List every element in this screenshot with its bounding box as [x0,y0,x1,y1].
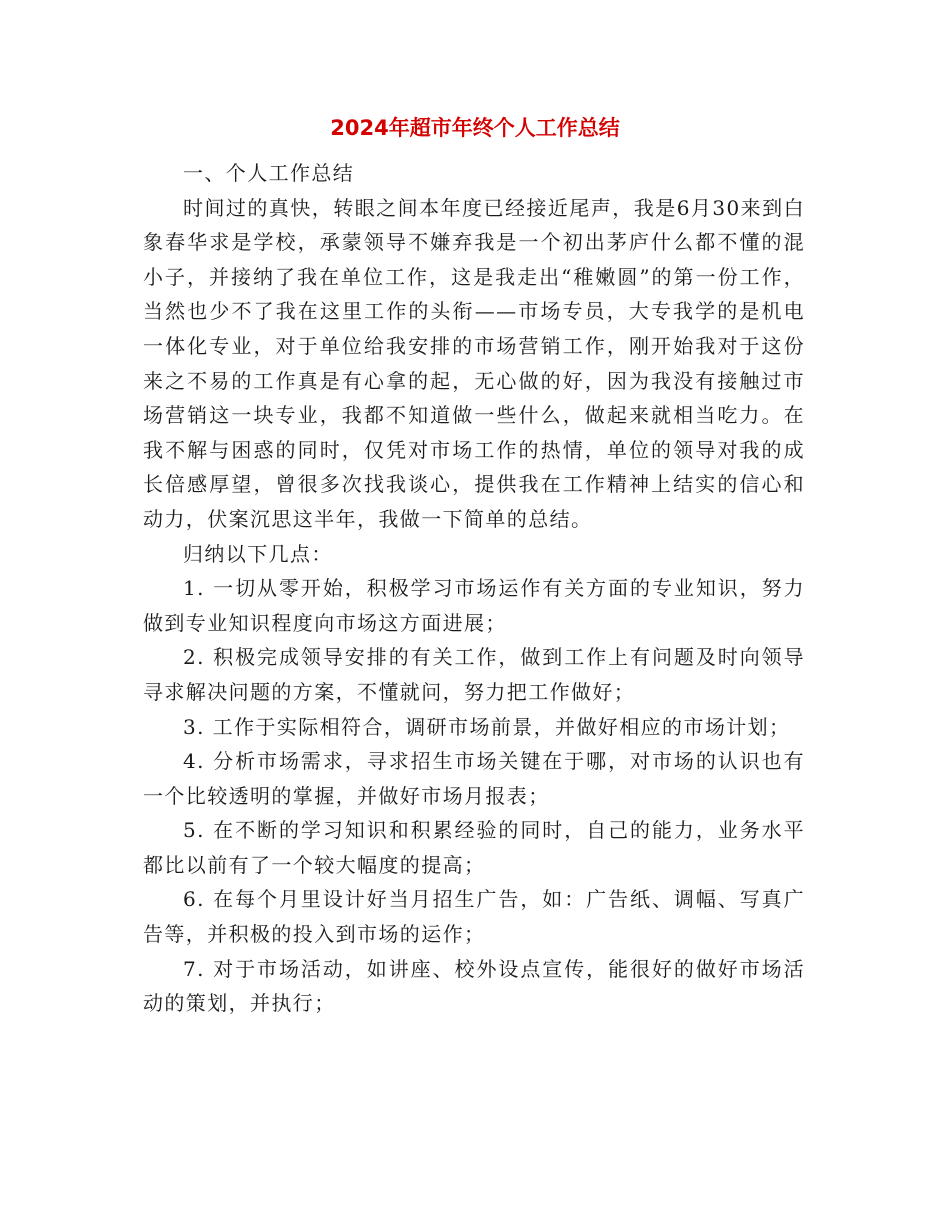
list-item: 2. 积极完成领导安排的有关工作，做到工作上有问题及时向领导寻求解决问题的方案，不懂就问，努力把工作做好； [143,645,805,704]
list-item: 6. 在每个月里设计好当月招生广告，如：广告纸、调幅、写真广告等，并积极的投入到市场的运作； [143,887,805,947]
list-intro: 归纳以下几点： [183,541,333,566]
section-heading: 一、个人工作总结 [183,161,355,185]
body-paragraph: 时间过的真快，转眼之间本年度已经接近尾声，我是6月30来到白象春华求是学校，承蒙领导不嫌弃我是一个初出茅庐什么都不懂的混小子，并接纳了我在单位工作，这是我走出“稚嫩圆”的第一份工作，当然也少不了我在这里工作的头衔——市场专员，大专我学的是机电一体化专业，对于单位给我安排的市场营销工作，刚开始我对于这份来之不易的工作真是有心拿的起，无心做的好，因为我没有接触过市场营销这一块专业，我都不知道做一些什么，做起来就相当吃力。在我不解与困惑的同时，仅凭对市场工作的热情，单位的领导对我的成长倍感厚望，曾很多次找我谈心，提供我在工作精神上结实的信心和动力，伏案沉思这半年，我做一下简单的总结。 [143,195,805,531]
list-item: 1. 一切从零开始，积极学习市场运作有关方面的专业知识，努力做到专业知识程度向市场这方面进展； [143,576,805,635]
list-item: 4. 分析市场需求，寻求招生市场关键在于哪，对市场的认识也有一个比较透明的掌握，并做好市场月报表； [143,749,805,808]
document-title: 2024年超市年终个人工作总结 [330,116,620,140]
list-item: 5. 在不断的学习知识和积累经验的同时，自己的能力，业务水平都比以前有了一个较大幅度的提高； [143,818,805,877]
list-item: 7. 对于市场活动，如讲座、校外设点宣传，能很好的做好市场活动的策划，并执行； [143,956,805,1016]
list-item: 3. 工作于实际相符合，调研市场前景，并做好相应的市场计划； [183,714,791,739]
document-body [143,156,805,1021]
